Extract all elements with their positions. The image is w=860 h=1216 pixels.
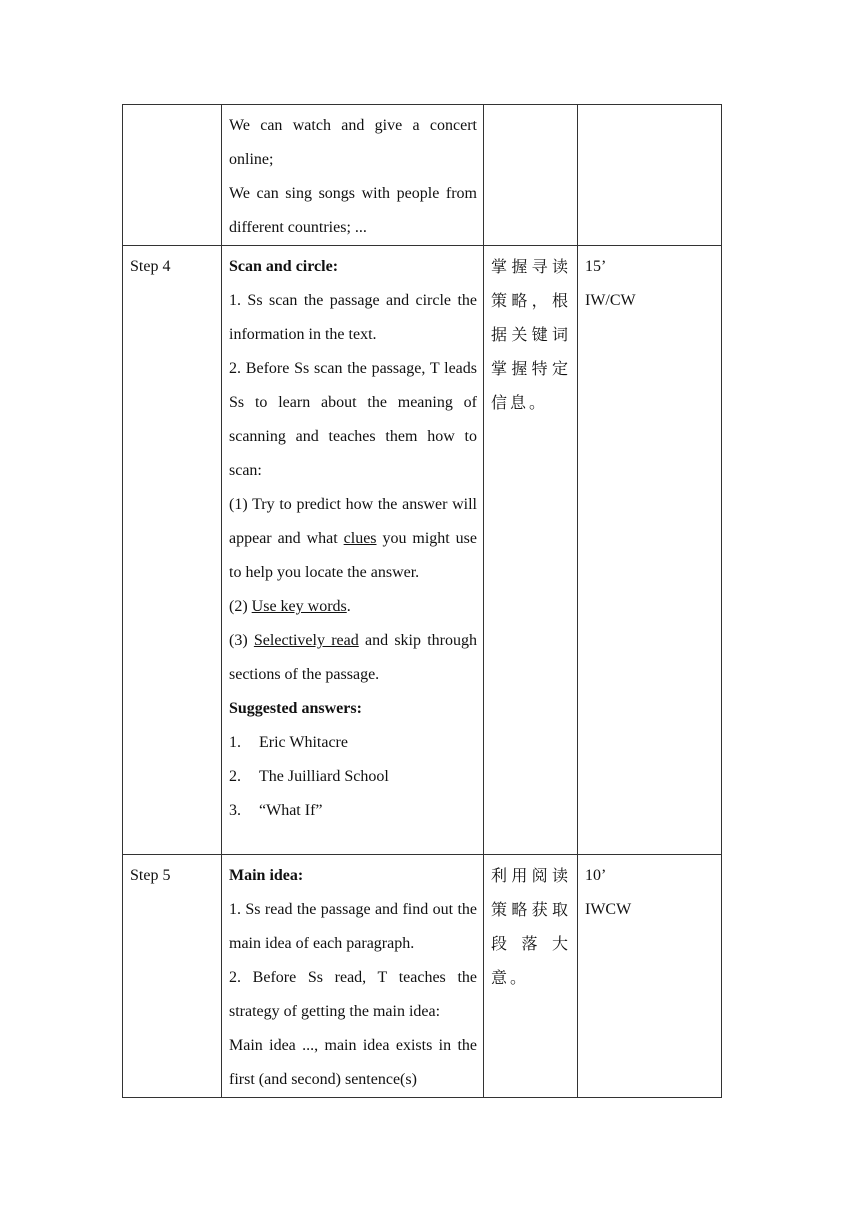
content-paragraph: 2. Before Ss scan the passage, T leads Ss to learn about the meaning of scanning and teaches them how to scan: (229, 360, 477, 479)
text-fragment: (2) (229, 598, 252, 615)
text-fragment: (1) Try to predict how the answer will appear and what (229, 496, 477, 547)
underlined-term: Selectively read (253, 632, 359, 649)
list-item (229, 794, 477, 828)
mode-value: IW/CW (585, 292, 636, 309)
lesson-plan-table (122, 104, 722, 1098)
list-item (229, 760, 477, 794)
purpose-cell: 利用阅读策略获取段落大意。 (484, 855, 578, 1098)
content-paragraph (229, 590, 477, 624)
section-heading: Main idea: (229, 867, 304, 884)
text-fragment: (3) (229, 632, 254, 649)
list-text: The Juilliard School (259, 768, 389, 785)
list-item (229, 726, 477, 760)
step-cell: Step 4 (123, 246, 222, 855)
content-paragraph (229, 488, 477, 590)
purpose-cell: 掌握寻读策略，根据关键词掌握特定信息。 (484, 246, 578, 855)
step-cell (123, 105, 222, 246)
content-paragraph: 1. Ss read the passage and find out the main idea of each paragraph. (229, 901, 477, 952)
time-cell (578, 105, 722, 246)
content-paragraph (229, 624, 477, 692)
text-fragment: and skip through sections of the passage. (229, 632, 477, 683)
table-row (123, 855, 722, 1098)
underlined-term: clues (343, 530, 377, 547)
content-paragraph: Main idea ..., main idea exists in the first (and second) sentence(s) (229, 1037, 477, 1088)
list-text: Eric Whitacre (259, 734, 348, 751)
time-cell (578, 246, 722, 855)
list-number: 2. (229, 768, 241, 785)
text-fragment: you might use to help you locate the answer. (229, 530, 477, 581)
content-cell (222, 105, 484, 246)
content-cell (222, 246, 484, 855)
mode-value: IWCW (585, 901, 632, 918)
list-number: 1. (229, 734, 241, 751)
underlined-term: Use key words (251, 598, 347, 615)
table-row (123, 246, 722, 855)
content-paragraph: We can sing songs with people from different countries; ... (229, 185, 477, 236)
text-fragment: . (346, 598, 351, 615)
list-text: “What If” (259, 802, 323, 819)
section-heading: Scan and circle: (229, 258, 339, 275)
answers-heading: Suggested answers: (229, 700, 362, 717)
table-row (123, 105, 722, 246)
step-cell: Step 5 (123, 855, 222, 1098)
time-value: 15’ (585, 258, 607, 275)
content-cell (222, 855, 484, 1098)
list-number: 3. (229, 802, 241, 819)
content-paragraph: We can watch and give a concert online; (229, 117, 477, 168)
content-paragraph: 1. Ss scan the passage and circle the information in the text. (229, 292, 477, 343)
time-value: 10’ (585, 867, 607, 884)
content-paragraph: 2. Before Ss read, T teaches the strategy of getting the main idea: (229, 969, 477, 1020)
purpose-cell (484, 105, 578, 246)
time-cell (578, 855, 722, 1098)
